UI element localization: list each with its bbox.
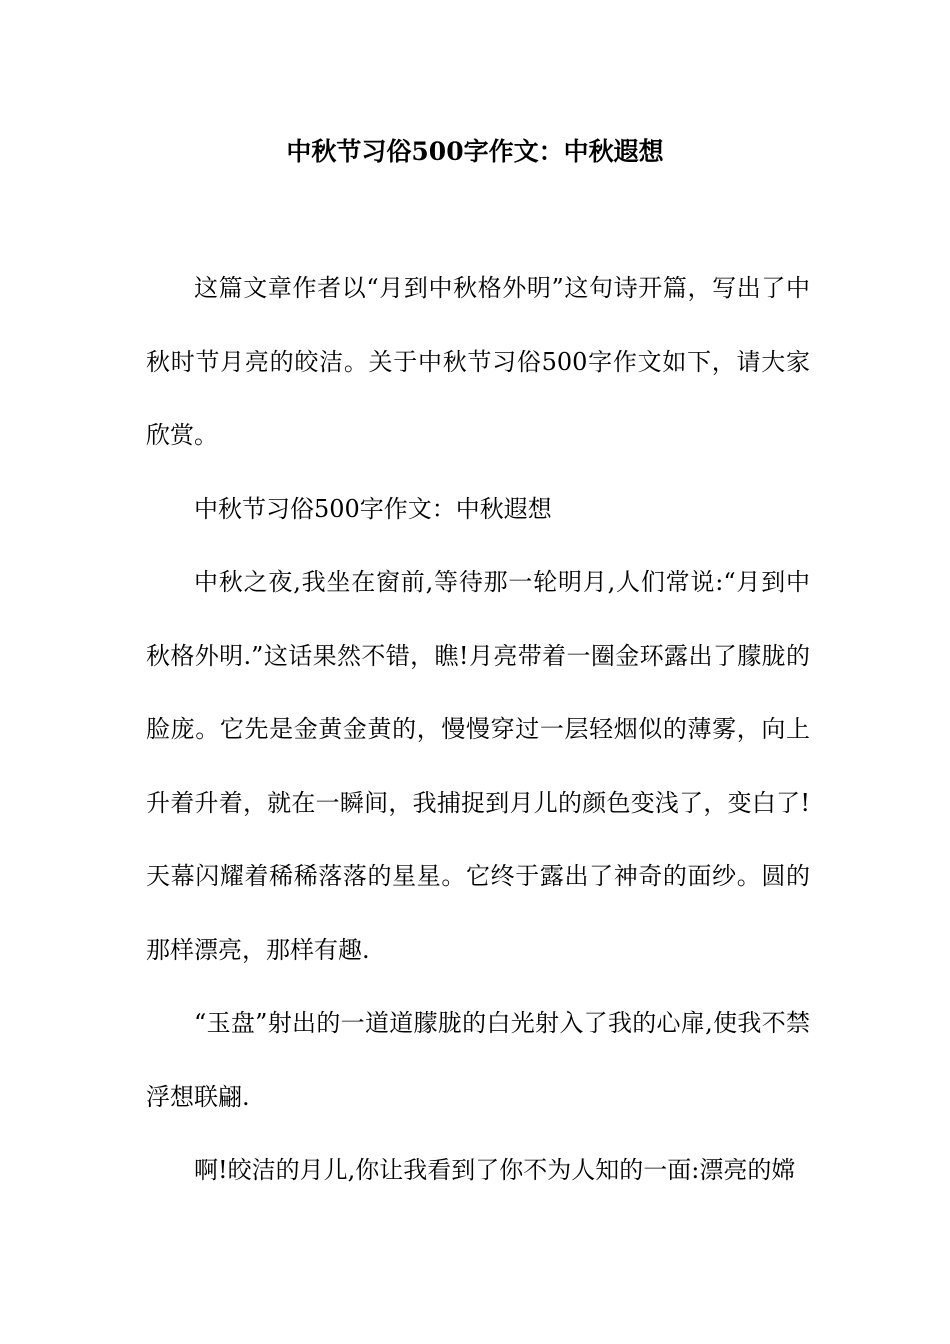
- essay-paragraph-3: 啊!皎洁的月儿,你让我看到了你不为人知的一面:漂亮的嫦: [194, 1156, 796, 1184]
- intro-paragraph: 这篇文章作者以“月到中秋格外明”这句诗开篇，写出了中秋时节月亮的皎洁。关于中秋节习俗500字作文如下，请大家欣赏。: [146, 274, 810, 449]
- document-body: [146, 252, 810, 1208]
- essay-paragraph-2: “玉盘”射出的一道道朦胧的白光射入了我的心扉,使我不禁浮想联翩.: [146, 1009, 810, 1111]
- essay-paragraph-1: 中秋之夜,我坐在窗前,等待那一轮明月,人们常说:“月到中秋格外明.”这话果然不错，瞧!月亮带着一圈金环露出了朦胧的脸庞。它先是金黄金黄的，慢慢穿过一层轻烟似的薄雾，向上升着升着，就在一瞬间，我捕捉到月儿的颜色变浅了，变白了!天幕闪耀着稀稀落落的星星。它终于露出了神奇的面纱。圆的那样漂亮，那样有趣.: [146, 568, 810, 964]
- document-title: 中秋节习俗500字作文：中秋遐想: [286, 137, 664, 166]
- essay-heading-paragraph: 中秋节习俗500字作文：中秋遐想: [194, 494, 552, 523]
